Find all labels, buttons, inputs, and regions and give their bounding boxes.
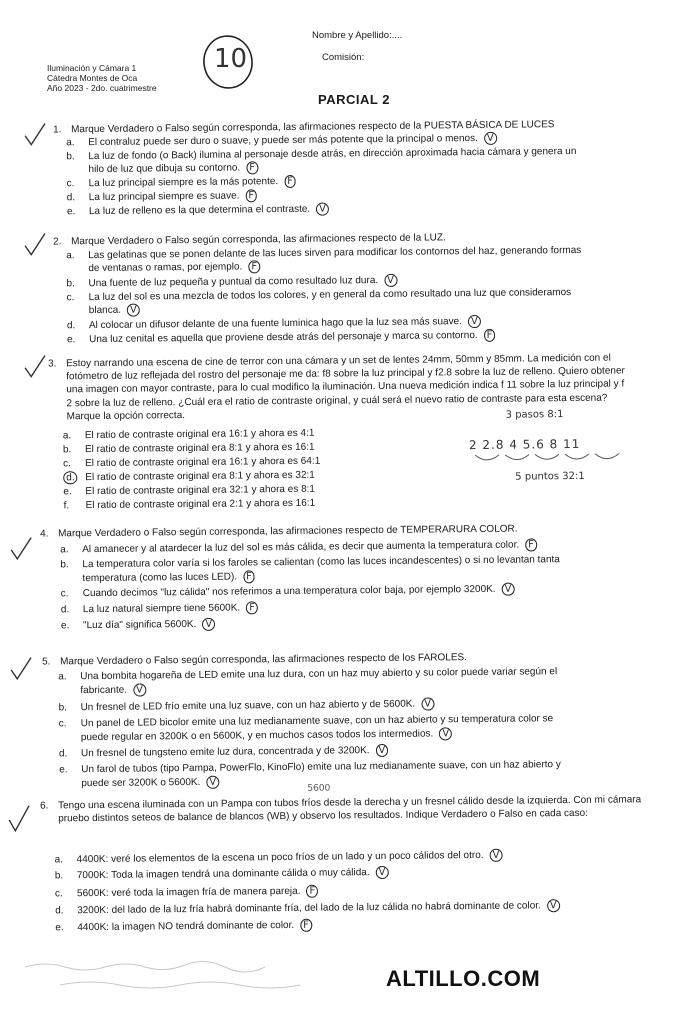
option-f: f. El ratio de contraste original era 2:1 y ahora es 16:1 <box>63 497 316 512</box>
name-label: Nombre y Apellido:.... <box>312 30 403 41</box>
answer-mark: F <box>306 886 318 897</box>
answer-mark: V <box>384 275 397 286</box>
grade-value: 10 <box>214 44 248 74</box>
exam-title: PARCIAL 2 <box>318 92 390 107</box>
option-c: c. 5600K: veré toda la imagen fría de manera pareja. F <box>77 885 318 901</box>
option-a: a. El ratio de contraste original era 16:1 y ahora es 4:1 <box>62 427 315 442</box>
option-e: e. La luz de relleno es la que determina el contraste. V <box>89 203 329 219</box>
handwritten-note-top: 3 pasos 8:1 <box>505 409 564 421</box>
answer-mark: F <box>300 920 312 931</box>
option-a: a. Una bombita hogareña de LED emite una luz dura, con un haz muy abierto y su color puede variar según el <box>58 666 558 683</box>
question-number: 3. <box>48 358 57 370</box>
option-a: a. Las gelatinas que se ponen delante de las luces sirven para modificar los contornos del haz, generando formas <box>66 244 582 262</box>
commission-label: Comisión: <box>322 52 365 63</box>
question-stem: Marque Verdadero o Falso según corresponda, las afirmaciones respecto de TEMPERARURA COLOR. <box>58 523 518 540</box>
answer-mark: V <box>439 728 452 739</box>
question-number: 4. <box>40 528 49 540</box>
answer-mark: V <box>547 900 560 911</box>
answer-mark: V <box>375 745 388 756</box>
question-4 <box>0 521 700 632</box>
answer-mark: V <box>376 867 389 878</box>
question-stem: Marque Verdadero o Falso según corresponda, las afirmaciones respecto de los FAROLES. <box>60 652 467 668</box>
question-number: 1. <box>53 124 62 136</box>
answer-mark: V <box>421 698 434 709</box>
question-5 <box>0 649 700 794</box>
option-a-cont: de ventanas o ramas, por ejemplo. F <box>88 260 260 275</box>
option-c: c. La luz principal siempre es la más potente. F <box>89 175 296 190</box>
check-mark-icon <box>8 656 34 682</box>
answer-mark: F <box>245 190 257 201</box>
check-mark-icon <box>22 231 48 257</box>
answer-mark: V <box>206 777 219 788</box>
answer-mark: F <box>484 330 496 341</box>
answer-mark: V <box>202 619 215 630</box>
answer-mark: F <box>248 261 260 272</box>
option-c-cont: blanca. V <box>89 304 140 318</box>
option-d: d. Un fresnel de tungsteno emite luz dura, concentrada y de 3200K. V <box>81 744 388 760</box>
option-a: a. 4400K: veré los elementos de la escena un poco fríos de un lado y un poco cálidos del otro. V <box>77 849 503 867</box>
answer-mark: F <box>243 571 255 582</box>
answer-mark: F <box>525 539 537 550</box>
option-d: d. Al colocar un difusor delante de una fuente luminica hago que la luz sea más suave. V <box>89 315 481 332</box>
question-stem: Marque Verdadero o Falso según corresponda, las afirmaciones respecto de la PUESTA BÁSICA DE LUCES <box>71 119 555 136</box>
option-e: e. "Luz día" significa 5600K. V <box>83 618 215 633</box>
option-e: e. Un farol de tubos (tipo Pampa, PowerFlo, KinoFlo) emite una luz medianamente suave, con un haz abierto y <box>59 759 561 776</box>
question-3 <box>0 351 700 512</box>
stops-arcs-icon <box>471 451 641 467</box>
option-b-cont: hilo de luz que dibuja su contorno. F <box>88 161 258 176</box>
question-number: 6. <box>40 800 49 812</box>
answer-mark: F <box>246 602 258 613</box>
altillo-watermark: ALTILLO.COM <box>386 966 541 991</box>
option-a: a. Al amanecer y al atardecer la luz del sol es más cálida, es decir que aumenta la temperatura color. F <box>82 538 537 556</box>
course-name: Iluminación y Cámara 1 <box>47 63 137 73</box>
check-mark-icon <box>6 804 32 834</box>
option-c: c. El ratio de contraste original era 16:1 y ahora es 64:1 <box>63 455 321 470</box>
handwritten-stops: 2 2.8 4 5.6 8 11 <box>468 436 581 453</box>
option-d: d. La luz natural siempre tiene 5600K. F <box>83 601 258 616</box>
question-number: 2. <box>53 236 62 248</box>
grade-mark <box>200 34 256 90</box>
chair-name: Cátedra Montes de Oca <box>47 73 138 83</box>
handwritten-note: 5600 <box>307 783 331 794</box>
answer-mark: V <box>133 684 146 695</box>
option-d: d. 3200K: del lado de la luz fría habrá dominante fría, del lado de la luz cálida no habrá dominante de color. V <box>77 899 560 917</box>
answer-mark: V <box>502 584 515 595</box>
answer-mark: V <box>468 316 481 327</box>
option-e-cont: puede ser 3200K o 5600K. V <box>81 776 219 791</box>
question-1 <box>0 117 700 218</box>
answer-mark: F <box>246 162 258 173</box>
answer-mark: V <box>127 305 140 316</box>
option-b: b. Una fuente de luz pequeña y puntual da como resultado luz dura. V <box>88 274 397 290</box>
check-mark-icon <box>22 353 48 379</box>
option-d: d. El ratio de contraste original era 8:1 y ahora es 32:1 <box>85 469 315 485</box>
question-stem: Marque Verdadero o Falso según corresponda, las afirmaciones respecto de la LUZ. <box>71 232 446 248</box>
answer-mark: F <box>284 176 296 187</box>
option-c: c. La luz del sol es una mezcla de todos los colores, y en general da como resultado una luz que consideramos <box>66 287 572 304</box>
question-2 <box>0 229 700 346</box>
option-e: e. Una luz cenital es aquella que proviene desde atrás del personaje y marca su contorno. F <box>89 329 495 346</box>
option-d: d. La luz principal siempre es suave. F <box>89 189 258 204</box>
question-stem: Tengo una escena iluminada con un Pampa con tubos fríos desde la derecha y un fresnel cálido desde la izquierda. Con mi cámara pruebo distintos seteos de balance de blancos (WB) y observo los resultados. Indique Verdadero o Falso en cada caso: <box>58 794 642 825</box>
answer-mark: V <box>489 850 502 861</box>
option-c-cont: puede regular en 3200K o en 5600K, y en muchos casos todos los intermedios. V <box>81 727 452 744</box>
question-number: 5. <box>42 656 51 668</box>
option-b: b. 7000K: Toda la imagen tendrá una dominante cálida o muy cálida. V <box>77 866 389 882</box>
option-c: c. Un panel de LED bicolor emite una luz medianamente suave, con un haz abierto y su temperatura color se <box>58 713 554 730</box>
option-a: a. El contraluz puede ser duro o suave, y puede ser más potente que la principal o menos. V <box>88 132 497 149</box>
answer-mark: V <box>484 133 497 144</box>
option-e: e. El ratio de contraste original era 32:1 y ahora es 8:1 <box>63 483 316 498</box>
option-c: c. Cuando decimos "luz cálida" nos referimos a una temperatura color baja, por ejemplo 3200K. V <box>83 583 515 601</box>
term-year: Año 2023 - 2do. cuatrimestre <box>47 83 157 93</box>
option-b-cont: temperatura (como las luces LED). F <box>82 570 254 585</box>
question-stem: Estoy narrando una escena de cine de terror con una cámara y un set de lentes 24mm, 50mm y 85mm. La medición con el fotómetro de luz reflejada del rostro del personaje me da: f8 sobre la luz principal y f2.8 sobre la luz de relleno. Quiero obtener una imagen con mayor contraste, para lo cual modifico la iluminación. Una nueva medición indica f 11 sobre la luz principal y f 2 sobre la luz de relleno. ¿Cuál era el ratio de contraste original, y cuál será el nuevo ratio de contraste para esta escena? Marque la opción correcta. <box>66 352 625 423</box>
handwritten-note-bottom: 5 puntos 32:1 <box>515 470 585 483</box>
option-a-cont: fabricante. V <box>80 683 146 697</box>
option-b: b. Un fresnel de LED frío emite una luz suave, con un haz abierto y de 5600K. V <box>80 697 434 714</box>
option-b: b. La luz de fondo (o Back) ilumina al personaje desde atrás, en dirección aproximada hacia cámara y genera un <box>66 145 577 163</box>
bleed-through-scribble-icon <box>20 955 360 995</box>
option-e: e. 4400K: la imagen NO tendrá dominante de color. F <box>77 919 312 935</box>
question-6 <box>0 793 700 934</box>
check-mark-icon <box>8 536 34 562</box>
option-b: b. La temperatura color varía si los faroles se calientan (como las luces incandescentes) o si no levantan tanta <box>60 554 560 571</box>
check-mark-icon <box>22 121 48 147</box>
option-b: b. El ratio de contraste original era 8:1 y ahora es 16:1 <box>62 441 315 456</box>
answer-mark: V <box>316 204 329 215</box>
